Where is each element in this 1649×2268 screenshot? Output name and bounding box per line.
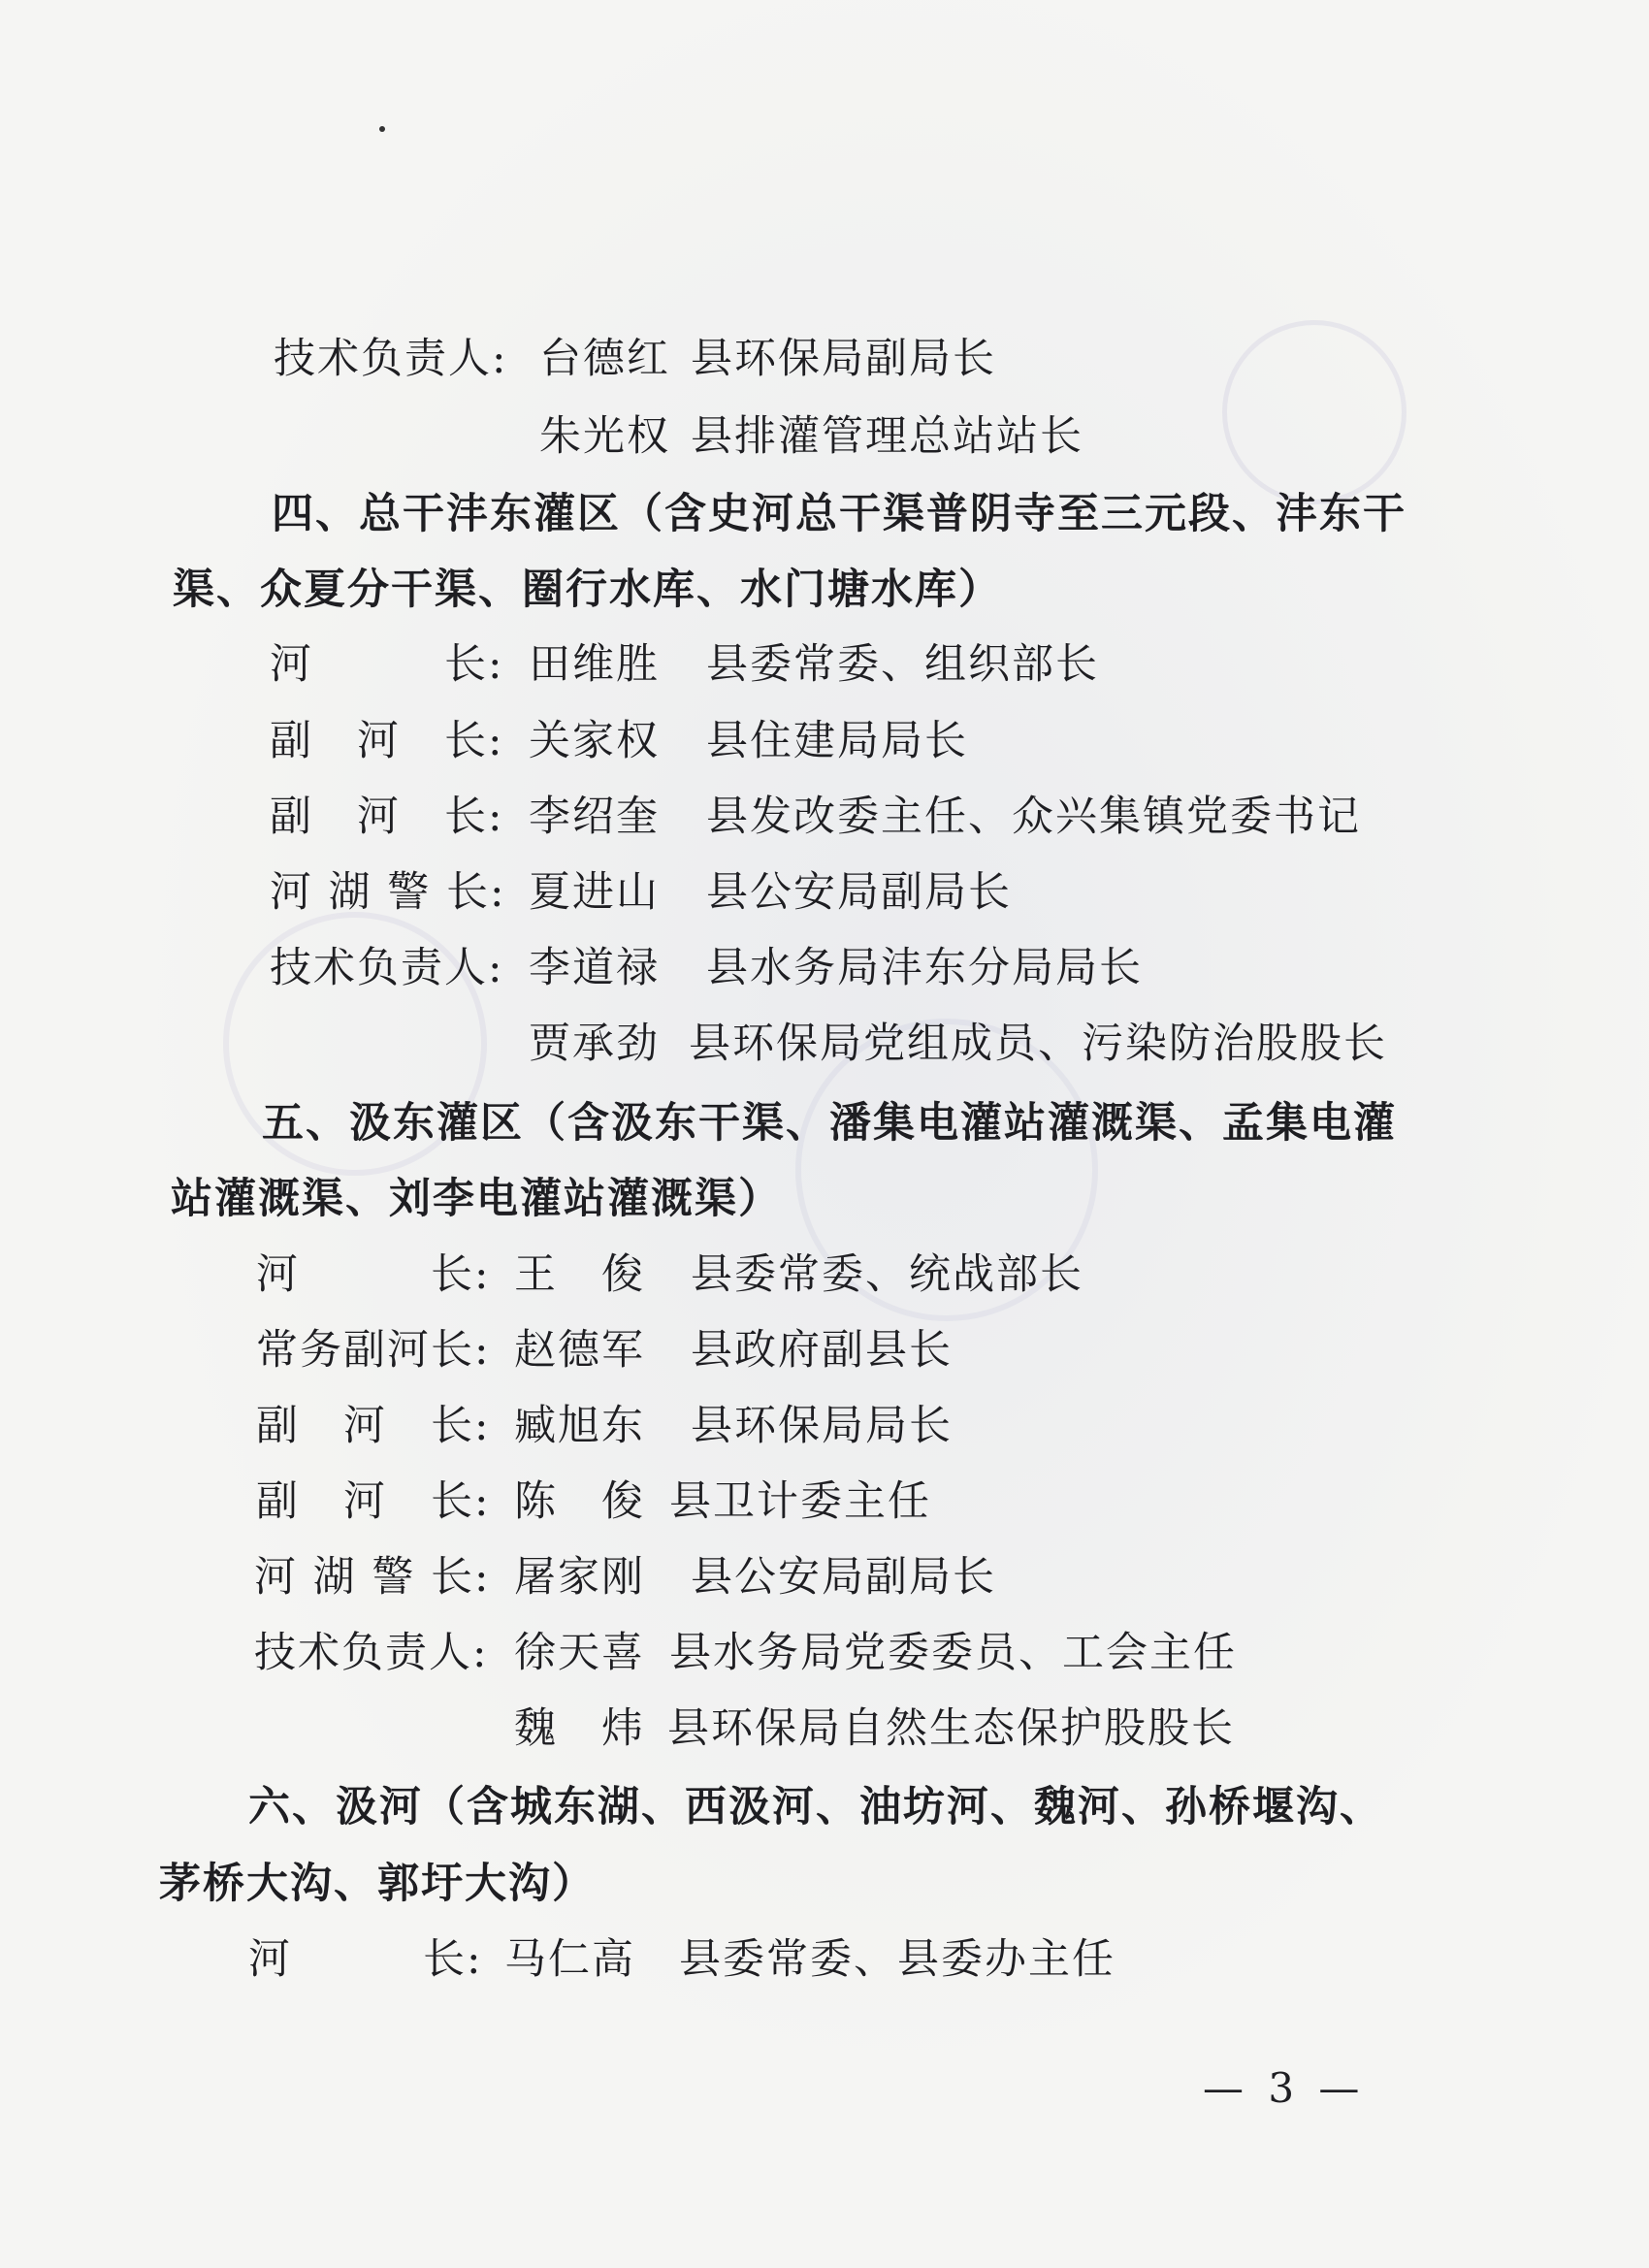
role-label: 河 湖 警 长: <box>270 868 506 917</box>
role-label: 河 长: <box>270 640 504 689</box>
person-name: 赵德军 <box>514 1326 645 1375</box>
roster-line <box>0 863 1649 922</box>
roster-line <box>0 1930 1649 1989</box>
roster-line <box>0 1321 1649 1379</box>
section-heading-continued: 茅桥大沟、郭圩大沟） <box>159 1860 596 1908</box>
roster-line <box>0 1700 1649 1758</box>
roster-line <box>0 939 1649 997</box>
person-title: 县水务局沣东分局局长 <box>706 944 1143 992</box>
person-title: 县公安局副局长 <box>706 868 1012 917</box>
roster-line <box>0 1397 1649 1455</box>
roster-line <box>0 788 1649 846</box>
person-title: 县水务局党委委员、工会主任 <box>669 1629 1237 1677</box>
person-title: 县委常委、县委办主任 <box>679 1935 1116 1984</box>
role-label: 技术负责人: <box>270 944 504 992</box>
section-heading: 四、总干沣东灌区（含史河总干渠普阴寺至三元段、沣东干 <box>272 490 1406 538</box>
role-label: 技术负责人: <box>254 1629 489 1677</box>
role-label: 副 河 长: <box>270 793 504 841</box>
roster-line <box>0 1624 1649 1682</box>
person-title: 县卫计委主任 <box>669 1477 931 1526</box>
person-name: 臧旭东 <box>514 1402 645 1450</box>
person-name: 马仁高 <box>504 1935 635 1984</box>
role-label: 副 河 长: <box>256 1402 491 1450</box>
roster-line <box>0 1473 1649 1531</box>
person-title: 县环保局局长 <box>691 1402 953 1450</box>
person-name: 徐天喜 <box>514 1629 645 1677</box>
person-name: 贾承劲 <box>529 1020 660 1068</box>
roster-line <box>0 1246 1649 1304</box>
person-name: 魏 炜 <box>514 1704 645 1753</box>
role-label: 副 河 长: <box>270 717 504 765</box>
roster-line <box>0 407 1649 466</box>
person-title: 县环保局副局长 <box>691 335 996 383</box>
role-label: 河 长: <box>256 1250 491 1299</box>
person-name: 陈 俊 <box>514 1477 645 1526</box>
person-name: 关家权 <box>529 717 660 765</box>
person-name: 夏进山 <box>529 868 660 917</box>
section-heading-continued: 站灌溉渠、刘李电灌站灌溉渠） <box>171 1175 782 1223</box>
person-name: 朱光权 <box>539 412 670 461</box>
person-title: 县政府副县长 <box>691 1326 953 1375</box>
person-title: 县环保局自然生态保护股股长 <box>667 1704 1235 1753</box>
person-name: 台德红 <box>539 335 670 383</box>
roster-line <box>0 635 1649 694</box>
speck-mark <box>379 126 385 132</box>
person-name: 李绍奎 <box>529 793 660 841</box>
role-label: 常务副河长: <box>256 1326 491 1375</box>
person-name: 田维胜 <box>529 640 660 689</box>
person-title: 县排灌管理总站站长 <box>691 412 1083 461</box>
role-label: 河 长: <box>248 1935 483 1984</box>
person-name: 王 俊 <box>514 1250 645 1299</box>
section-heading-continued: 渠、众夏分干渠、圈行水库、水门塘水库） <box>173 566 1002 614</box>
role-label: 河 湖 警 长: <box>254 1553 491 1602</box>
person-name: 屠家刚 <box>514 1553 645 1602</box>
person-name: 李道禄 <box>529 944 660 992</box>
role-label: 技术负责人: <box>274 335 508 383</box>
person-title: 县住建局局长 <box>706 717 968 765</box>
section-heading: 五、汲东灌区（含汲东干渠、潘集电灌站灌溉渠、孟集电灌 <box>262 1099 1397 1148</box>
roster-line <box>0 330 1649 388</box>
role-label: 副 河 长: <box>256 1477 491 1526</box>
page-number: — 3 — <box>1203 2064 1366 2112</box>
roster-line <box>0 1015 1649 1073</box>
section-heading: 六、汲河（含城东湖、西汲河、油坊河、魏河、孙桥堰沟、 <box>248 1783 1383 1831</box>
person-title: 县公安局副局长 <box>691 1553 996 1602</box>
person-title: 县委常委、统战部长 <box>691 1250 1083 1299</box>
person-title: 县环保局党组成员、污染防治股股长 <box>689 1020 1387 1068</box>
person-title: 县委常委、组织部长 <box>706 640 1099 689</box>
roster-line <box>0 712 1649 770</box>
roster-line <box>0 1548 1649 1606</box>
person-title: 县发改委主任、众兴集镇党委书记 <box>706 793 1361 841</box>
